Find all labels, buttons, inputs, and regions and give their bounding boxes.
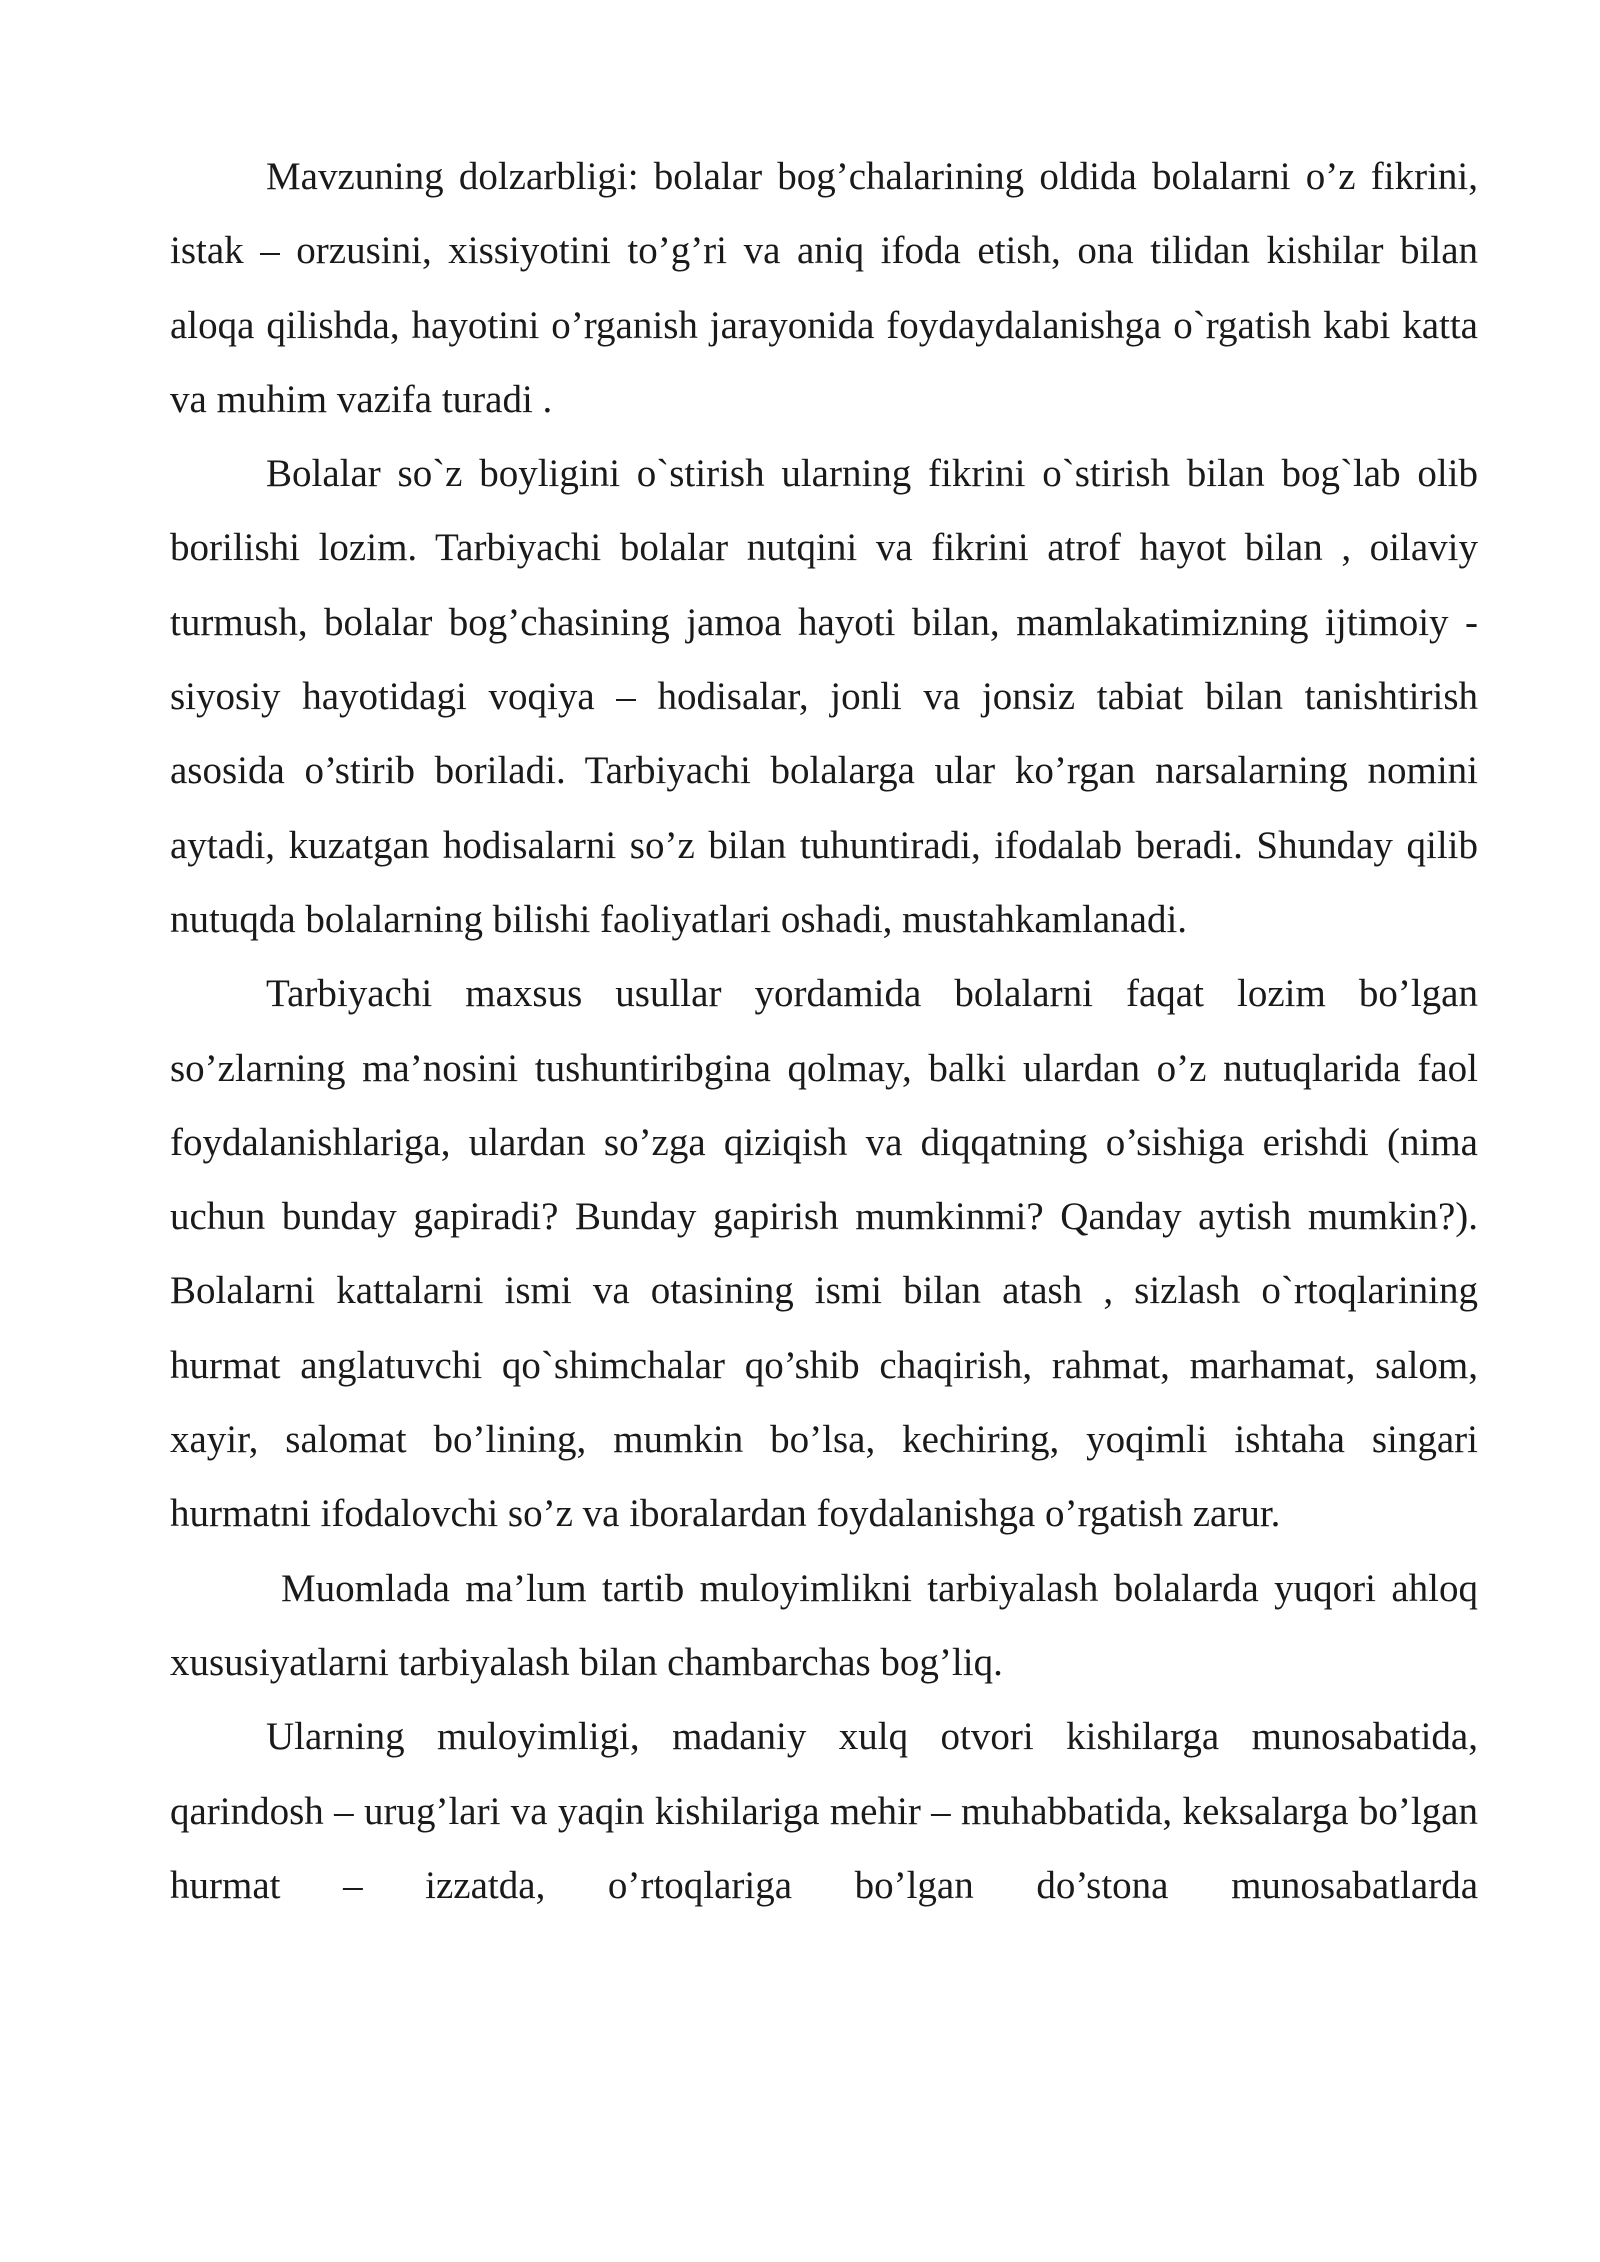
paragraph-teacher-methods: Tarbiyachi maxsus usullar yordamida bolalarni faqat lozim bo’lgan so’zlarning ma’nosini tushuntiribgina qolmay, balki ulardan o’z nutuqlarida faol foydalanishlariga, ulardan so’zga qiziqish va diqqatning o’sishiga erishdi (nima uchun bunday gapiradi? Bunday gapirish mumkinmi? Qanday aytish mumkin?). Bolalarni kattalarni ismi va otasining ismi bilan atash , sizlash o`rtoqlarining hurmat anglatuvchi qo`shimchalar qo’shib chaqirish, rahmat, marhamat, salom, xayir, salomat bo’lining, mumkin bo’lsa, kechiring, yoqimli ishtaha singari hurmatni ifodalovchi so’z va iboralardan foydalanishga o’rgatish zarur. xyxy=(170,972,1478,1536)
paragraph-behavior: Ularning muloyimligi, madaniy xulq otvori kishilarga munosabatida, qarindosh – urug’lari va yaqin kishilariga mehir – muhabbatida, keksalarga bo’lgan hurmat – izzatda, o’rtoqlariga bo’lgan do’stona munosabatlarda xyxy=(170,1715,1478,1907)
paragraph-politeness: Muomlada ma’lum tartib muloyimlikni tarbiyalash bolalarda yuqori ahloq xususiyatlarni tarbiyalash bilan chambarchas bog’liq. xyxy=(170,1566,1478,1684)
document-body xyxy=(170,140,1478,1923)
paragraph-vocabulary: Bolalar so`z boyligini o`stirish ularning fikrini o`stirish bilan bog`lab olib borilishi lozim. Tarbiyachi bolalar nutqini va fikrini atrof hayot bilan , oilaviy turmush, bolalar bog’chasining jamoa hayoti bilan, mamlakatimizning ijtimoiy - siyosiy hayotidagi voqiya – hodisalar, jonli va jonsiz tabiat bilan tanishtirish asosida o’stirib boriladi. Tarbiyachi bolalarga ular ko’rgan narsalarning nomini aytadi, kuzatgan hodisalarni so’z bilan tuhuntiradi, ifodalab beradi. Shunday qilib nutuqda bolalarning bilishi faoliyatlari oshadi, mustahkamlanadi. xyxy=(170,452,1478,941)
paragraph-relevance: Mavzuning dolzarbligi: bolalar bog’chalarining oldida bolalarni o’z fikrini, istak – orzusini, xissiyotini to’g’ri va aniq ifoda etish, ona tilidan kishilar bilan aloqa qilishda, hayotini o’rganish jarayonida foydaydalanishga o`rgatish kabi katta va muhim vazifa turadi . xyxy=(170,155,1478,421)
